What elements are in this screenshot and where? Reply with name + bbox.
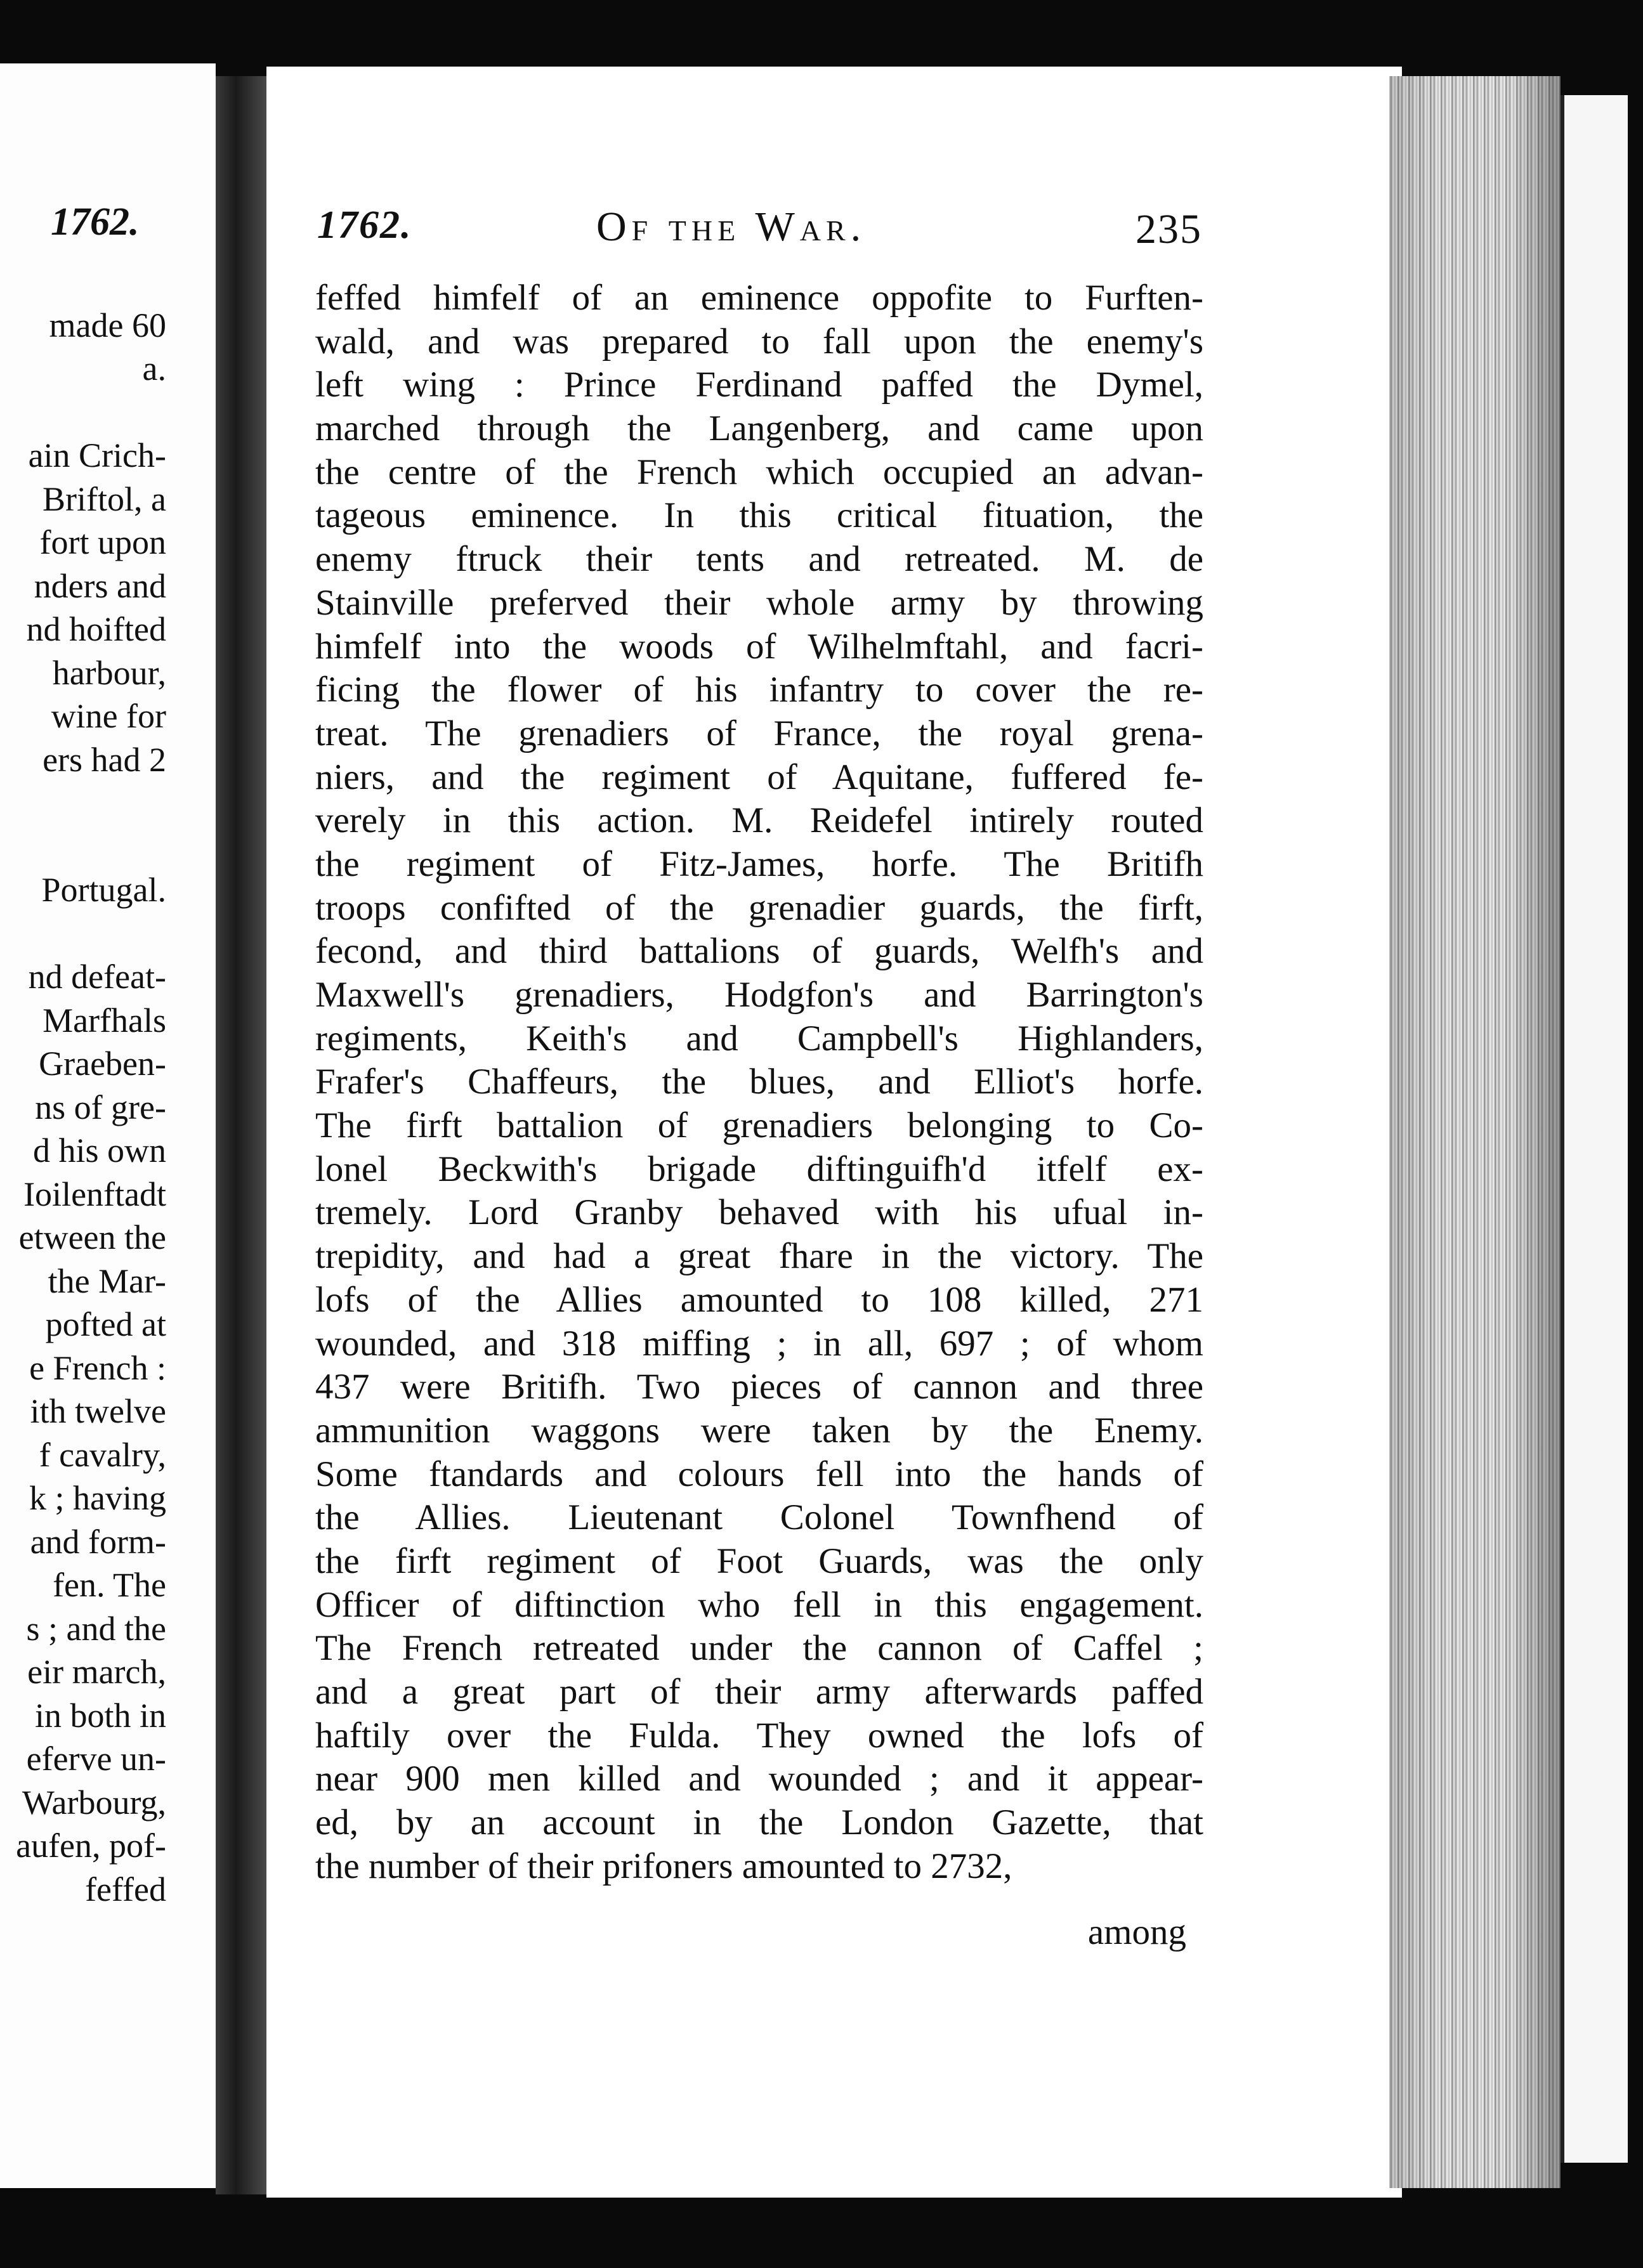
previous-page-line: a. [142, 349, 166, 388]
text-line: ed, by an account in the London Gazette, that [315, 1802, 1203, 1843]
text-line: the firft regiment of Foot Guards, was the only [315, 1541, 1203, 1581]
text-line: wald, and was prepared to fall upon the enemy's [315, 321, 1203, 362]
previous-page-line: feffed [85, 1870, 166, 1908]
text-line: and a great part of their army afterwards paffed [315, 1672, 1203, 1712]
previous-page-line: ith twelve [30, 1392, 166, 1430]
text-line: feffed himfelf of an eminence oppofite to Furften- [315, 278, 1203, 318]
text-line: Frafer's Chaffeurs, the blues, and Elliot's horfe. [315, 1062, 1203, 1102]
text-line: trepidity, and had a great fhare in the victory. The [315, 1236, 1203, 1277]
previous-page-line [0, 825, 216, 869]
text-line: Officer of diftinction who fell in this engagement. [315, 1584, 1203, 1625]
previous-page-line [0, 912, 216, 956]
running-head-year: 1762. [317, 204, 412, 247]
text-line: regiments, Keith's and Campbell's Highlanders, [315, 1018, 1203, 1059]
previous-page-line: ers had 2 [43, 740, 166, 779]
text-line: ammunition waggons were taken by the Enemy. [315, 1410, 1203, 1450]
body-text [315, 277, 1203, 1888]
previous-page-line: d his own [32, 1131, 166, 1170]
text-line: himfelf into the woods of Wilhelmftahl, and facri- [315, 626, 1203, 667]
previous-page-line: e French : [29, 1348, 166, 1387]
book-gutter [216, 76, 266, 2194]
text-line: niers, and the regiment of Aquitane, fuffered fe- [315, 757, 1203, 797]
text-line: The firft battalion of grenadiers belonging to Co- [315, 1105, 1203, 1146]
previous-page-line: fen. The [53, 1566, 166, 1604]
previous-page-line: wine for [51, 697, 166, 735]
previous-page-fragment [0, 63, 216, 2188]
text-line: ficing the flower of his infantry to cover the re- [315, 670, 1203, 710]
text-line: verely in this action. M. Reidefel intirely routed [315, 800, 1203, 841]
previous-page-line: eferve un- [26, 1740, 166, 1778]
text-line: enemy ftruck their tents and retreated. M. de [315, 539, 1203, 580]
text-line: the number of their prifoners amounted to 2732, [315, 1846, 1012, 1886]
previous-page-line: aufen, pof- [16, 1827, 166, 1865]
previous-page-year: 1762. [51, 200, 140, 244]
previous-page-line: Portugal. [41, 871, 166, 909]
text-line: tageous eminence. In this critical fituation, the [315, 495, 1203, 536]
previous-page-line: Marfhals [43, 1001, 166, 1040]
previous-page-line [0, 781, 216, 825]
previous-page-line: Graeben- [39, 1045, 166, 1083]
text-line: 437 were Britifh. Two pieces of cannon and three [315, 1367, 1203, 1407]
text-line: fecond, and third battalions of guards, Welfh's and [315, 931, 1203, 972]
previous-page-line [0, 391, 216, 434]
text-line: the Allies. Lieutenant Colonel Townfhend of [315, 1497, 1203, 1538]
previous-page-line: f cavalry, [39, 1435, 166, 1474]
text-line: left wing : Prince Ferdinand paffed the Dymel, [315, 365, 1203, 405]
text-line: near 900 men killed and wounded ; and it appear- [315, 1759, 1203, 1799]
catchword: among [1087, 1912, 1186, 1952]
previous-page-line: nd hoifted [26, 610, 166, 648]
previous-page-line: eir march, [27, 1653, 166, 1691]
running-head [317, 203, 1205, 254]
previous-page-line: made 60 [49, 306, 166, 344]
text-line: tremely. Lord Granby behaved with his ufual in- [315, 1192, 1203, 1233]
text-line: lofs of the Allies amounted to 108 killed, 271 [315, 1279, 1203, 1320]
text-line: haftily over the Fulda. They owned the lofs of [315, 1715, 1203, 1756]
text-line: marched through the Langenberg, and came upon [315, 408, 1203, 449]
previous-page-line: nd defeat- [28, 958, 166, 996]
previous-page-line: Ioilenftadt [23, 1175, 166, 1213]
text-line: treat. The grenadiers of France, the royal grena- [315, 713, 1203, 753]
previous-page-line: etween the [18, 1218, 166, 1256]
text-line: Stainville preferved their whole army by throwing [315, 582, 1203, 623]
previous-page-line: Briftol, a [43, 479, 166, 518]
text-line: wounded, and 318 miffing ; in all, 697 ; of whom [315, 1323, 1203, 1364]
page-number: 235 [1136, 206, 1202, 252]
previous-page-line [0, 260, 216, 304]
previous-page-line: k ; having [29, 1479, 166, 1517]
previous-page-line: nders and [34, 566, 166, 605]
previous-page-line: harbour, [52, 653, 166, 692]
previous-page-line: and form- [30, 1522, 166, 1561]
text-line: the centre of the French which occupied an advan- [315, 452, 1203, 492]
previous-page-line: in both in [34, 1696, 166, 1735]
text-line: The French retreated under the cannon of Caffel ; [315, 1628, 1203, 1669]
previous-page-line: ain Crich- [28, 436, 166, 474]
previous-page-line: ns of gre- [35, 1088, 166, 1126]
previous-page-line: s ; and the [26, 1609, 166, 1648]
next-leaf-edge [1561, 95, 1628, 2163]
running-head-title: Of the War. [596, 204, 867, 250]
previous-page-line: Warbourg, [22, 1783, 166, 1822]
text-line: Some ftandards and colours fell into the hands of [315, 1454, 1203, 1494]
previous-page-text [0, 260, 216, 1911]
page-edges-shade [1389, 76, 1561, 2188]
text-line: Maxwell's grenadiers, Hodgfon's and Barrington's [315, 975, 1203, 1015]
text-line: the regiment of Fitz-James, horfe. The Britifh [315, 844, 1203, 884]
previous-page-line: fort upon [39, 523, 166, 561]
text-line: lonel Beckwith's brigade diftinguifh'd itfelf ex- [315, 1149, 1203, 1189]
text-line: troops confifted of the grenadier guards, the firft, [315, 887, 1203, 928]
previous-page-line: pofted at [45, 1305, 166, 1343]
previous-page-line: the Mar- [48, 1261, 166, 1300]
